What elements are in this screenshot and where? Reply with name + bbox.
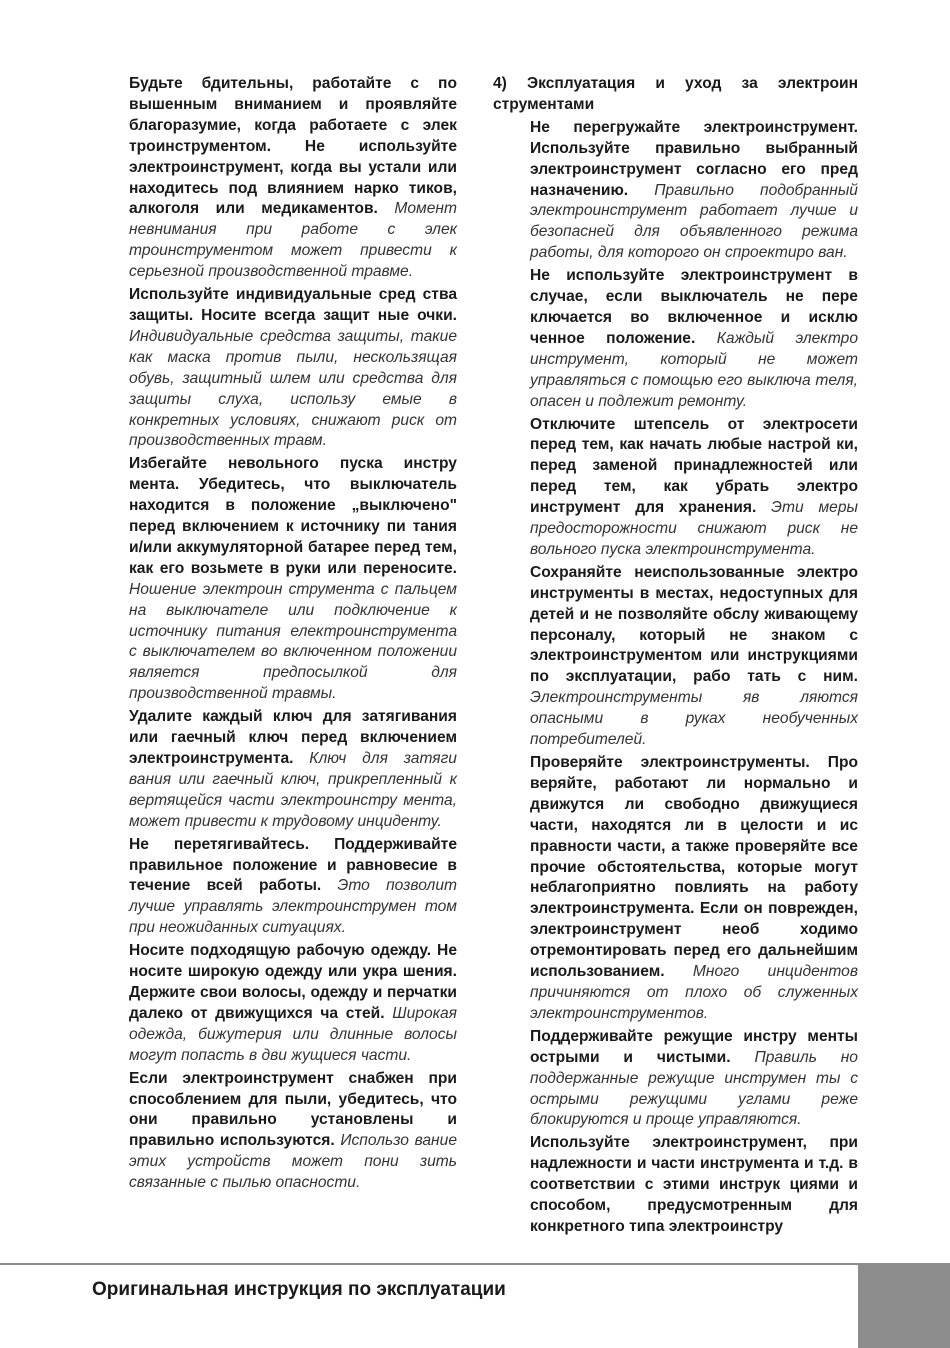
paragraph [129, 707, 457, 832]
paragraph-italic: Широкая одежда, бижутерия или длинные волосы могут попасть в дви жущиеся части. [129, 1004, 457, 1064]
footer-divider [0, 1263, 860, 1265]
paragraph-bold: Отключите штепсель от электросети перед тем, как начать любые настрой ки, перед заменой принадлежностей или перед тем, как убрать электро инструмент для хранения. [530, 415, 858, 517]
paragraph-bold: Не используйте электроинструмент в случае, если выключатель не пере ключается во включенное и исклю ченное положение. [530, 267, 858, 347]
paragraph-italic: Каждый электро инструмент, который не может управляться с помощью его выключа теля, опасен и подлежит ремонту. [530, 329, 858, 410]
paragraph [530, 118, 858, 264]
paragraph-italic: Правильно подобранный электроинструмент работает лучше и безопасней для объявленного режима работы, для которого он спроектиро ван. [530, 181, 858, 262]
paragraph-bold: Не перетягивайтесь. Поддерживайте правильное положение и равновесие в течение всей работы. [129, 835, 457, 895]
paragraph-bold: Проверяйте электроинструменты. Про веряйте, работают ли нормально и движутся ли свободно движущиеся части, находятся ли в целости и ис правности части, а также проверяйте все прочие обстоятельства, которые могут неблагоприятно повлиять на работу электроинструмента. Если он поврежден, электроинструмент необ ходимо отремонтировать перед его дальнейшим использованием. [530, 754, 858, 981]
paragraph [129, 285, 457, 452]
paragraph [530, 753, 858, 1025]
left-column [129, 74, 457, 1196]
paragraph [530, 1027, 858, 1132]
paragraph [530, 415, 858, 561]
paragraph-bold: Не перегружайте электроинструмент. Используйте правильно выбранный электроинструмент согласно его пред назначению. [530, 118, 858, 199]
paragraph [530, 1133, 858, 1238]
footer-title: Оригинальная инструкция по эксплуатации [92, 1279, 506, 1300]
paragraph-bold: Носите подходящую рабочую одежду. Не носите широкую одежду или укра шения. Держите свои волосы, одежду и перчатки далеко от движущихся ча стей. [129, 942, 457, 1022]
paragraph-italic: Использо вание этих устройств может пони зить связанные с пылью опасности. [129, 1132, 457, 1192]
paragraph [129, 74, 457, 283]
paragraph-italic: Эти меры предосторожности снижают риск не вольного пуска электроинструмента. [530, 499, 858, 558]
paragraph [129, 1069, 457, 1194]
section-body [530, 118, 858, 1238]
paragraph-bold: Избегайте невольного пуска инстру мента. Убедитесь, что выключатель находится в положение „выключено" перед включением к источнику пи тания и/или аккумуляторной батарее перед тем, как его возьмете в руки или переносите. [129, 455, 457, 577]
paragraph [129, 941, 457, 1066]
paragraph-italic: Электроинструменты яв ляются опасными в руках необученных потребителей. [530, 689, 858, 749]
paragraph-italic: Момент невнимания при работе с элек троинструментом может привести к серьезной производственной травме. [129, 200, 457, 281]
paragraph-italic: Это позволит лучше управлять электроинструмен том при неожиданных ситуациях. [129, 877, 457, 937]
paragraph-italic: Индивидуальные средства защиты, такие как маска против пыли, нескользящая обувь, защитный шлем или средства для защиты слуха, использу емые в конкретных условиях, снижают риск от производственных травм. [129, 327, 457, 450]
paragraph-italic: Много инцидентов причиняются от плохо об служенных электроинструментов. [530, 963, 858, 1022]
paragraph [129, 454, 457, 705]
paragraph-bold: Используйте электроинструмент, при надлежности и части инструмента и т.д. в соответствии с этими инструк циями и способом, предусмотренным для конкретного типа электроинстру [530, 1134, 858, 1235]
right-column [493, 74, 858, 1240]
paragraph-italic: Ключ для затяги вания или гаечный ключ, прикрепленный к вертящейся части электроинстру мента, может привести к трудовому инциденту. [129, 750, 457, 830]
paragraph-bold: Удалите каждый ключ для затягивания или гаечный ключ перед включением электроинструмента. [129, 708, 457, 767]
footer-page-tab [858, 1263, 950, 1348]
paragraph-italic: Ношение электроин струмента с пальцем на выключателе или подключение к источнику питания електроинструмента с выключателем во включенном положении является предпосылкой для производственной травмы. [129, 580, 457, 703]
paragraph-bold: Сохраняйте неиспользованные электро инструменты в местах, недоступных для детей и не позволяйте обслу живающему персоналу, который не знаком с электроинструментом или инструкциями по эксплуатации, рабо тать с ним. [530, 563, 858, 686]
paragraph [530, 266, 858, 412]
paragraph-bold: Используйте индивидуальные сред ства защиты. Носите всегда защит ные очки. [129, 286, 457, 324]
paragraph-bold: Будьте бдительны, работайте с по вышенным вниманием и проявляйте благоразумие, когда работаете с элек троинструментом. Не используйте электроинструмент, когда вы устали или находитесь под влиянием нарко тиков, алкоголя или медикаментов. [129, 75, 457, 218]
paragraph-italic: Правиль но поддержанные режущие инструмен ты с острыми режущими углами реже блокируются и проще управляются. [530, 1048, 858, 1129]
paragraph-bold: Поддерживайте режущие инстру менты острыми и чистыми. [530, 1027, 858, 1066]
paragraph [530, 563, 858, 751]
paragraph-bold: Если электроинструмент снабжен при способлением для пыли, убедитесь, что они правильно установлены и правильно используются. [129, 1069, 457, 1150]
paragraph [129, 835, 457, 940]
section-title: 4) Эксплуатация и уход за электроин струментами [493, 75, 858, 113]
